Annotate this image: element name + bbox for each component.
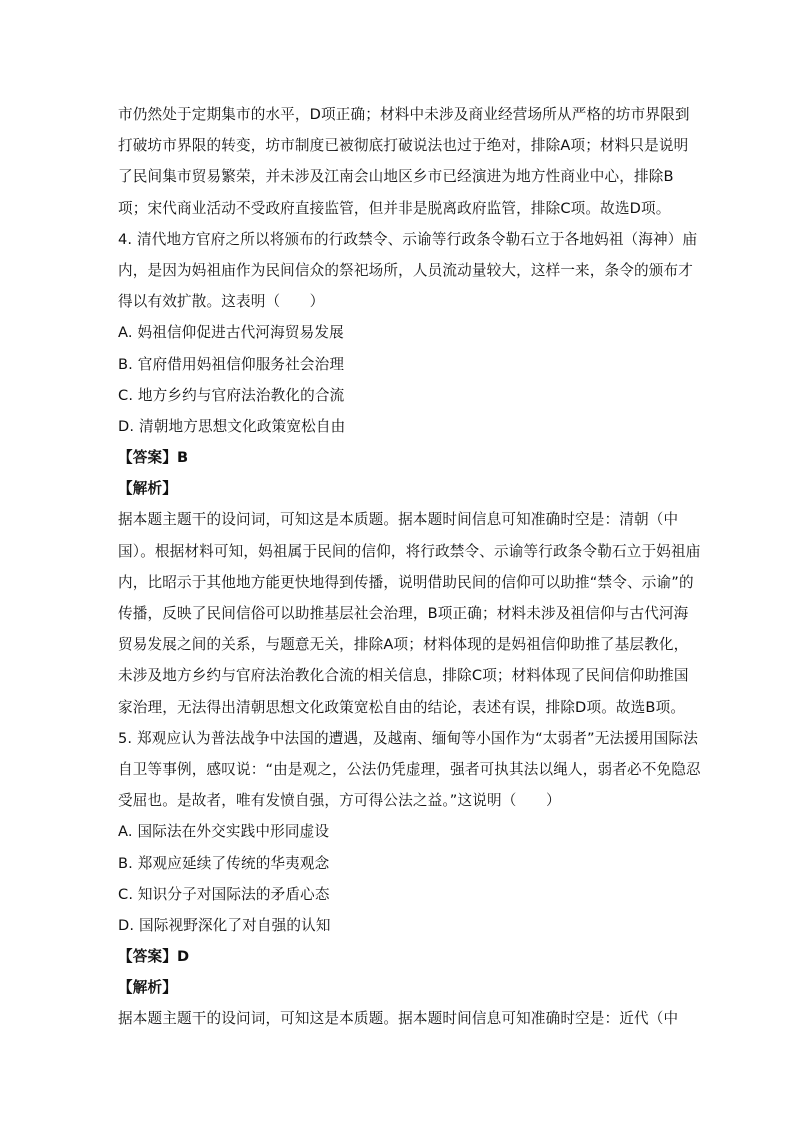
text-line: 市仍然处于定期集市的水平，D项正确；材料中未涉及商业经营场所从严格的坊市界限到 <box>118 106 690 123</box>
text-line: 了民间集市贸易繁荣，并未涉及江南会山地区乡市已经演进为地方性商业中心，排除B <box>118 168 674 186</box>
question-5-stem: 受屈也。是故者，唯有发愤自强，方可得公法之益。”这说明（ ） <box>118 792 561 810</box>
question-5-option-d: D. 国际视野深化了对自强的认知 <box>118 916 331 934</box>
question-4-analysis: 未涉及地方乡约与官府法治教化合流的相关信息，排除C项；材料体现了民间信仰助推国 <box>118 667 689 685</box>
question-5-option-c: C. 知识分子对国际法的矛盾心态 <box>118 885 330 903</box>
question-4-answer: 【答案】B <box>118 449 189 467</box>
question-4-analysis: 家治理，无法得出清朝思想文化政策宽松自由的结论，表述有误，排除D项。故选B项。 <box>118 698 686 716</box>
question-4-analysis: 国）。根据材料可知，妈祖属于民间的信仰，将行政禁令、示谕等行政条令勒石立于妈祖庙 <box>118 542 701 560</box>
document-page <box>118 99 701 1035</box>
question-4-analysis: 据本题主题干的设问词，可知这是本质题。据本题时间信息可知准确时空是：清朝（中 <box>118 511 679 529</box>
question-4-analysis: 传播，反映了民间信俗可以助推基层社会治理，B项正确；材料未涉及祖信仰与古代河海 <box>118 605 689 622</box>
question-5-option-a: A. 国际法在外交实践中形同虚设 <box>118 823 330 841</box>
question-5-option-b: B. 郑观应延续了传统的华夷观念 <box>118 854 330 872</box>
question-5-analysis-heading: 【解析】 <box>118 979 177 997</box>
question-4-option-a: A. 妈祖信仰促进古代河海贸易发展 <box>118 324 344 342</box>
question-4-analysis: 贸易发展之间的关系，与题意无关，排除A项；材料体现的是妈祖信仰助推了基层教化， <box>118 636 689 654</box>
question-4-stem: 4. 清代地方官府之所以将颁布的行政禁令、示谕等行政条令勒石立于各地妈祖（海神）庙 <box>118 230 698 248</box>
question-4-option-b: B. 官府借用妈祖信仰服务社会治理 <box>118 355 345 373</box>
question-5-stem: 5. 郑观应认为普法战争中法国的遭遇，及越南、缅甸等小国作为“太弱者”无法援用国际法 <box>118 729 698 747</box>
question-4-stem: 得以有效扩散。这表明（ ） <box>118 293 325 311</box>
question-4-stem: 内，是因为妈祖庙作为民间信众的祭祀场所，人员流动量较大，这样一来，条令的颁布才 <box>118 261 694 279</box>
question-5-analysis: 据本题主题干的设问词，可知这是本质题。据本题时间信息可知准确时空是：近代（中 <box>118 1010 679 1028</box>
question-4-analysis: 内，比昭示于其他地方能更快地得到传播，说明借助民间的信仰可以助推“禁令、示谕”的 <box>118 573 694 591</box>
question-5-stem: 自卫等事例，感叹说：“由是观之，公法仍凭虚理，强者可执其法以绳人，弱者必不免隐忍 <box>118 760 701 778</box>
question-5-answer: 【答案】D <box>118 948 190 966</box>
question-4-option-c: C. 地方乡约与官府法治教化的合流 <box>118 386 345 404</box>
question-4-analysis-heading: 【解析】 <box>118 480 177 498</box>
question-4-option-d: D. 清朝地方思想文化政策宽松自由 <box>118 417 346 435</box>
text-line: 打破坊市界限的转变，坊市制度已被彻底打破说法也过于绝对，排除A项；材料只是说明 <box>118 137 689 155</box>
text-line: 项；宋代商业活动不受政府直接监管，但并非是脱离政府监管，排除C项。故选D项。 <box>118 199 671 217</box>
